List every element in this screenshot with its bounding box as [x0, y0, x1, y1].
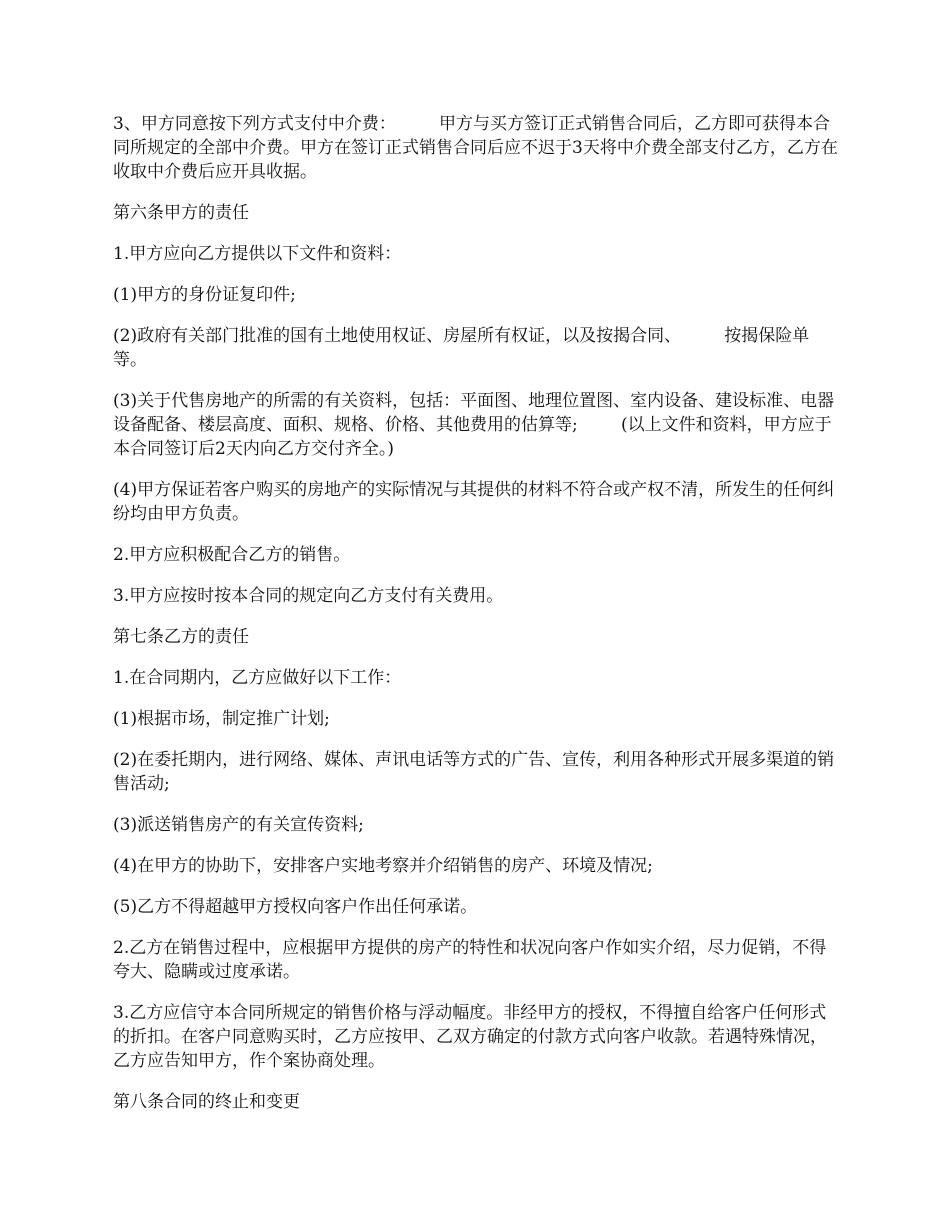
document-body	[113, 112, 843, 1131]
heading-article-8: 第八条合同的终止和变更	[113, 1092, 300, 1112]
paragraph-6-1-4: (4)甲方保证若客户购买的房地产的实际情况与其提供的材料不符合或产权不清，所发生的任何纠纷均由甲方负责。	[113, 480, 835, 524]
paragraph-7-3: 3.乙方应信守本合同所规定的销售价格与浮动幅度。非经甲方的授权，不得擅自给客户任何形式的折扣。在客户同意购买时，乙方应按甲、乙双方确定的付款方式向客户收款。若遇特殊情况，乙方应告知甲方，作个案协商处理。	[113, 1003, 827, 1071]
paragraph-payment-terms: 3、甲方同意按下列方式支付中介费： 甲方与买方签订正式销售合同后，乙方即可获得本合同所规定的全部中介费。甲方在签订正式销售合同后应不迟于3天将中介费全部支付乙方，乙方在收取中介费后应开具收据。	[113, 114, 838, 182]
paragraph-6-1-3: (3)关于代售房地产的所需的有关资料，包括：平面图、地理位置图、室内设备、建设标准、电器设备配备、楼层高度、面积、规格、价格、其他费用的估算等; (以上文件和资料，甲方应于本合同签订后2天内向乙方交付齐全。)	[113, 391, 835, 459]
paragraph-7-2: 2.乙方在销售过程中，应根据甲方提供的房产的特性和状况向客户作如实介绍，尽力促销，不得夸大、隐瞒或过度承诺。	[113, 938, 827, 982]
paragraph-6-1: 1.甲方应向乙方提供以下文件和资料：	[113, 244, 402, 264]
paragraph-6-1-1: (1)甲方的身份证复印件;	[113, 285, 296, 305]
paragraph-7-1-3: (3)派送销售房产的有关宣传资料;	[113, 815, 364, 835]
paragraph-7-1-1: (1)根据市场，制定推广计划;	[113, 709, 330, 729]
paragraph-6-3: 3.甲方应按时按本合同的规定向乙方支付有关费用。	[113, 586, 504, 606]
paragraph-7-1-2: (2)在委托期内，进行网络、媒体、声讯电话等方式的广告、宣传，利用各种形式开展多渠道的销售活动;	[113, 750, 835, 794]
paragraph-7-1-4: (4)在甲方的协助下，安排客户实地考察并介绍销售的房产、环境及情况;	[113, 856, 653, 876]
paragraph-6-2: 2.甲方应积极配合乙方的销售。	[113, 545, 351, 565]
heading-article-6: 第六条甲方的责任	[113, 203, 249, 223]
heading-article-7: 第七条乙方的责任	[113, 627, 249, 647]
paragraph-6-1-2: (2)政府有关部门批准的国有土地使用权证、房屋所有权证，以及按揭合同、 按揭保险单等。	[113, 326, 810, 370]
paragraph-7-1: 1.在合同期内，乙方应做好以下工作：	[113, 668, 402, 688]
paragraph-7-1-5: (5)乙方不得超越甲方授权向客户作出任何承诺。	[113, 897, 478, 917]
